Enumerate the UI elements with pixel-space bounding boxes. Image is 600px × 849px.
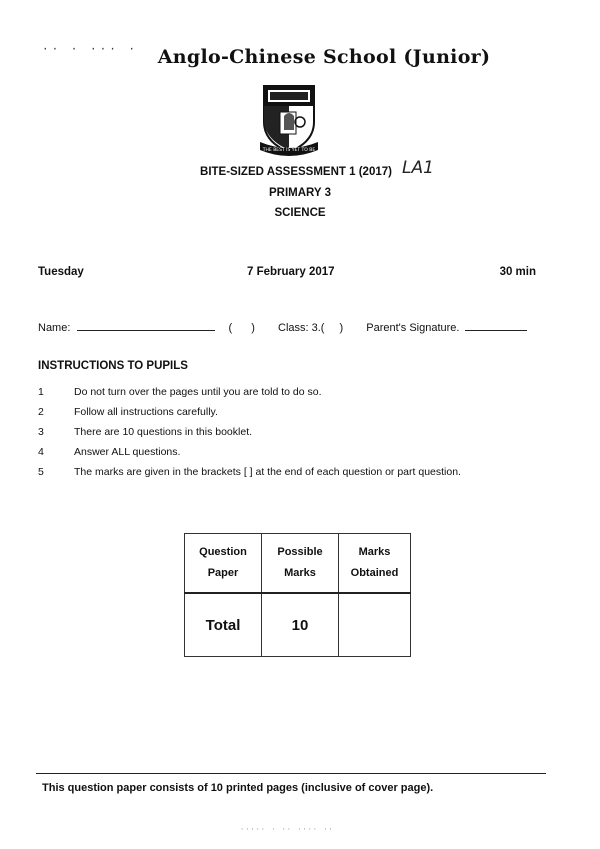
marks-table [184, 533, 411, 657]
name-label: Name: [38, 322, 71, 334]
instruction-text: Do not turn over the pages until you are told to do so. [74, 386, 322, 398]
header-marks-obtained [339, 534, 411, 594]
index-paren-close: ) [251, 322, 255, 334]
table-header-row [185, 534, 411, 594]
signature-blank[interactable] [465, 320, 527, 331]
scan-artifact-top: ·· · ··· · [42, 44, 139, 56]
school-crest-icon [256, 82, 322, 160]
instruction-number: 5 [38, 466, 44, 478]
school-name: Anglo-Chinese School (Junior) [157, 46, 491, 68]
header-line: Marks [358, 546, 391, 559]
instruction-number: 1 [38, 386, 44, 398]
total-label: Total [185, 593, 262, 657]
header-line: Possible [277, 546, 323, 559]
crest-motto: THE BEST IS YET TO BE [262, 148, 316, 153]
instruction-text: There are 10 questions in this booklet. [74, 426, 253, 438]
footer-divider [36, 773, 546, 774]
header-line: Question [199, 546, 247, 559]
header-line: Marks [284, 567, 316, 579]
possible-total: 10 [262, 593, 339, 657]
exam-day: Tuesday [38, 266, 84, 278]
instruction-number: 2 [38, 406, 44, 418]
page-count-note: This question paper consists of 10 printed pages (inclusive of cover page). [42, 782, 434, 794]
instruction-text: Answer ALL questions. [74, 446, 181, 458]
class-paren-close: ) [339, 322, 344, 334]
name-blank[interactable] [77, 320, 215, 331]
instruction-text: The marks are given in the brackets [ ] at the end of each question or part question. [74, 466, 461, 478]
scan-artifact-bottom: ····· · ·· ···· ·· [240, 826, 334, 834]
instruction-number: 3 [38, 426, 44, 438]
signature-label: Parent's Signature. [366, 322, 460, 334]
subject-label: SCIENCE [274, 207, 326, 219]
handwritten-tag: LA1 [402, 158, 434, 178]
class-label: Class: 3.( [278, 322, 325, 334]
header-line: Paper [207, 567, 239, 579]
level-label: PRIMARY 3 [269, 187, 331, 199]
student-details-line [38, 320, 527, 334]
exam-duration: 30 min [499, 266, 536, 278]
obtained-marks-cell[interactable] [339, 593, 411, 657]
assessment-title: BITE-SIZED ASSESSMENT 1 (2017) [200, 166, 392, 178]
instructions-title: INSTRUCTIONS TO PUPILS [38, 360, 188, 372]
header-line: Obtained [350, 567, 399, 579]
index-paren-open: ( [228, 322, 233, 334]
table-row [185, 593, 411, 657]
exam-date: 7 February 2017 [247, 266, 335, 278]
header-possible-marks [262, 534, 339, 594]
instruction-number: 4 [38, 446, 44, 458]
header-question-paper [185, 534, 262, 594]
instruction-text: Follow all instructions carefully. [74, 406, 218, 418]
